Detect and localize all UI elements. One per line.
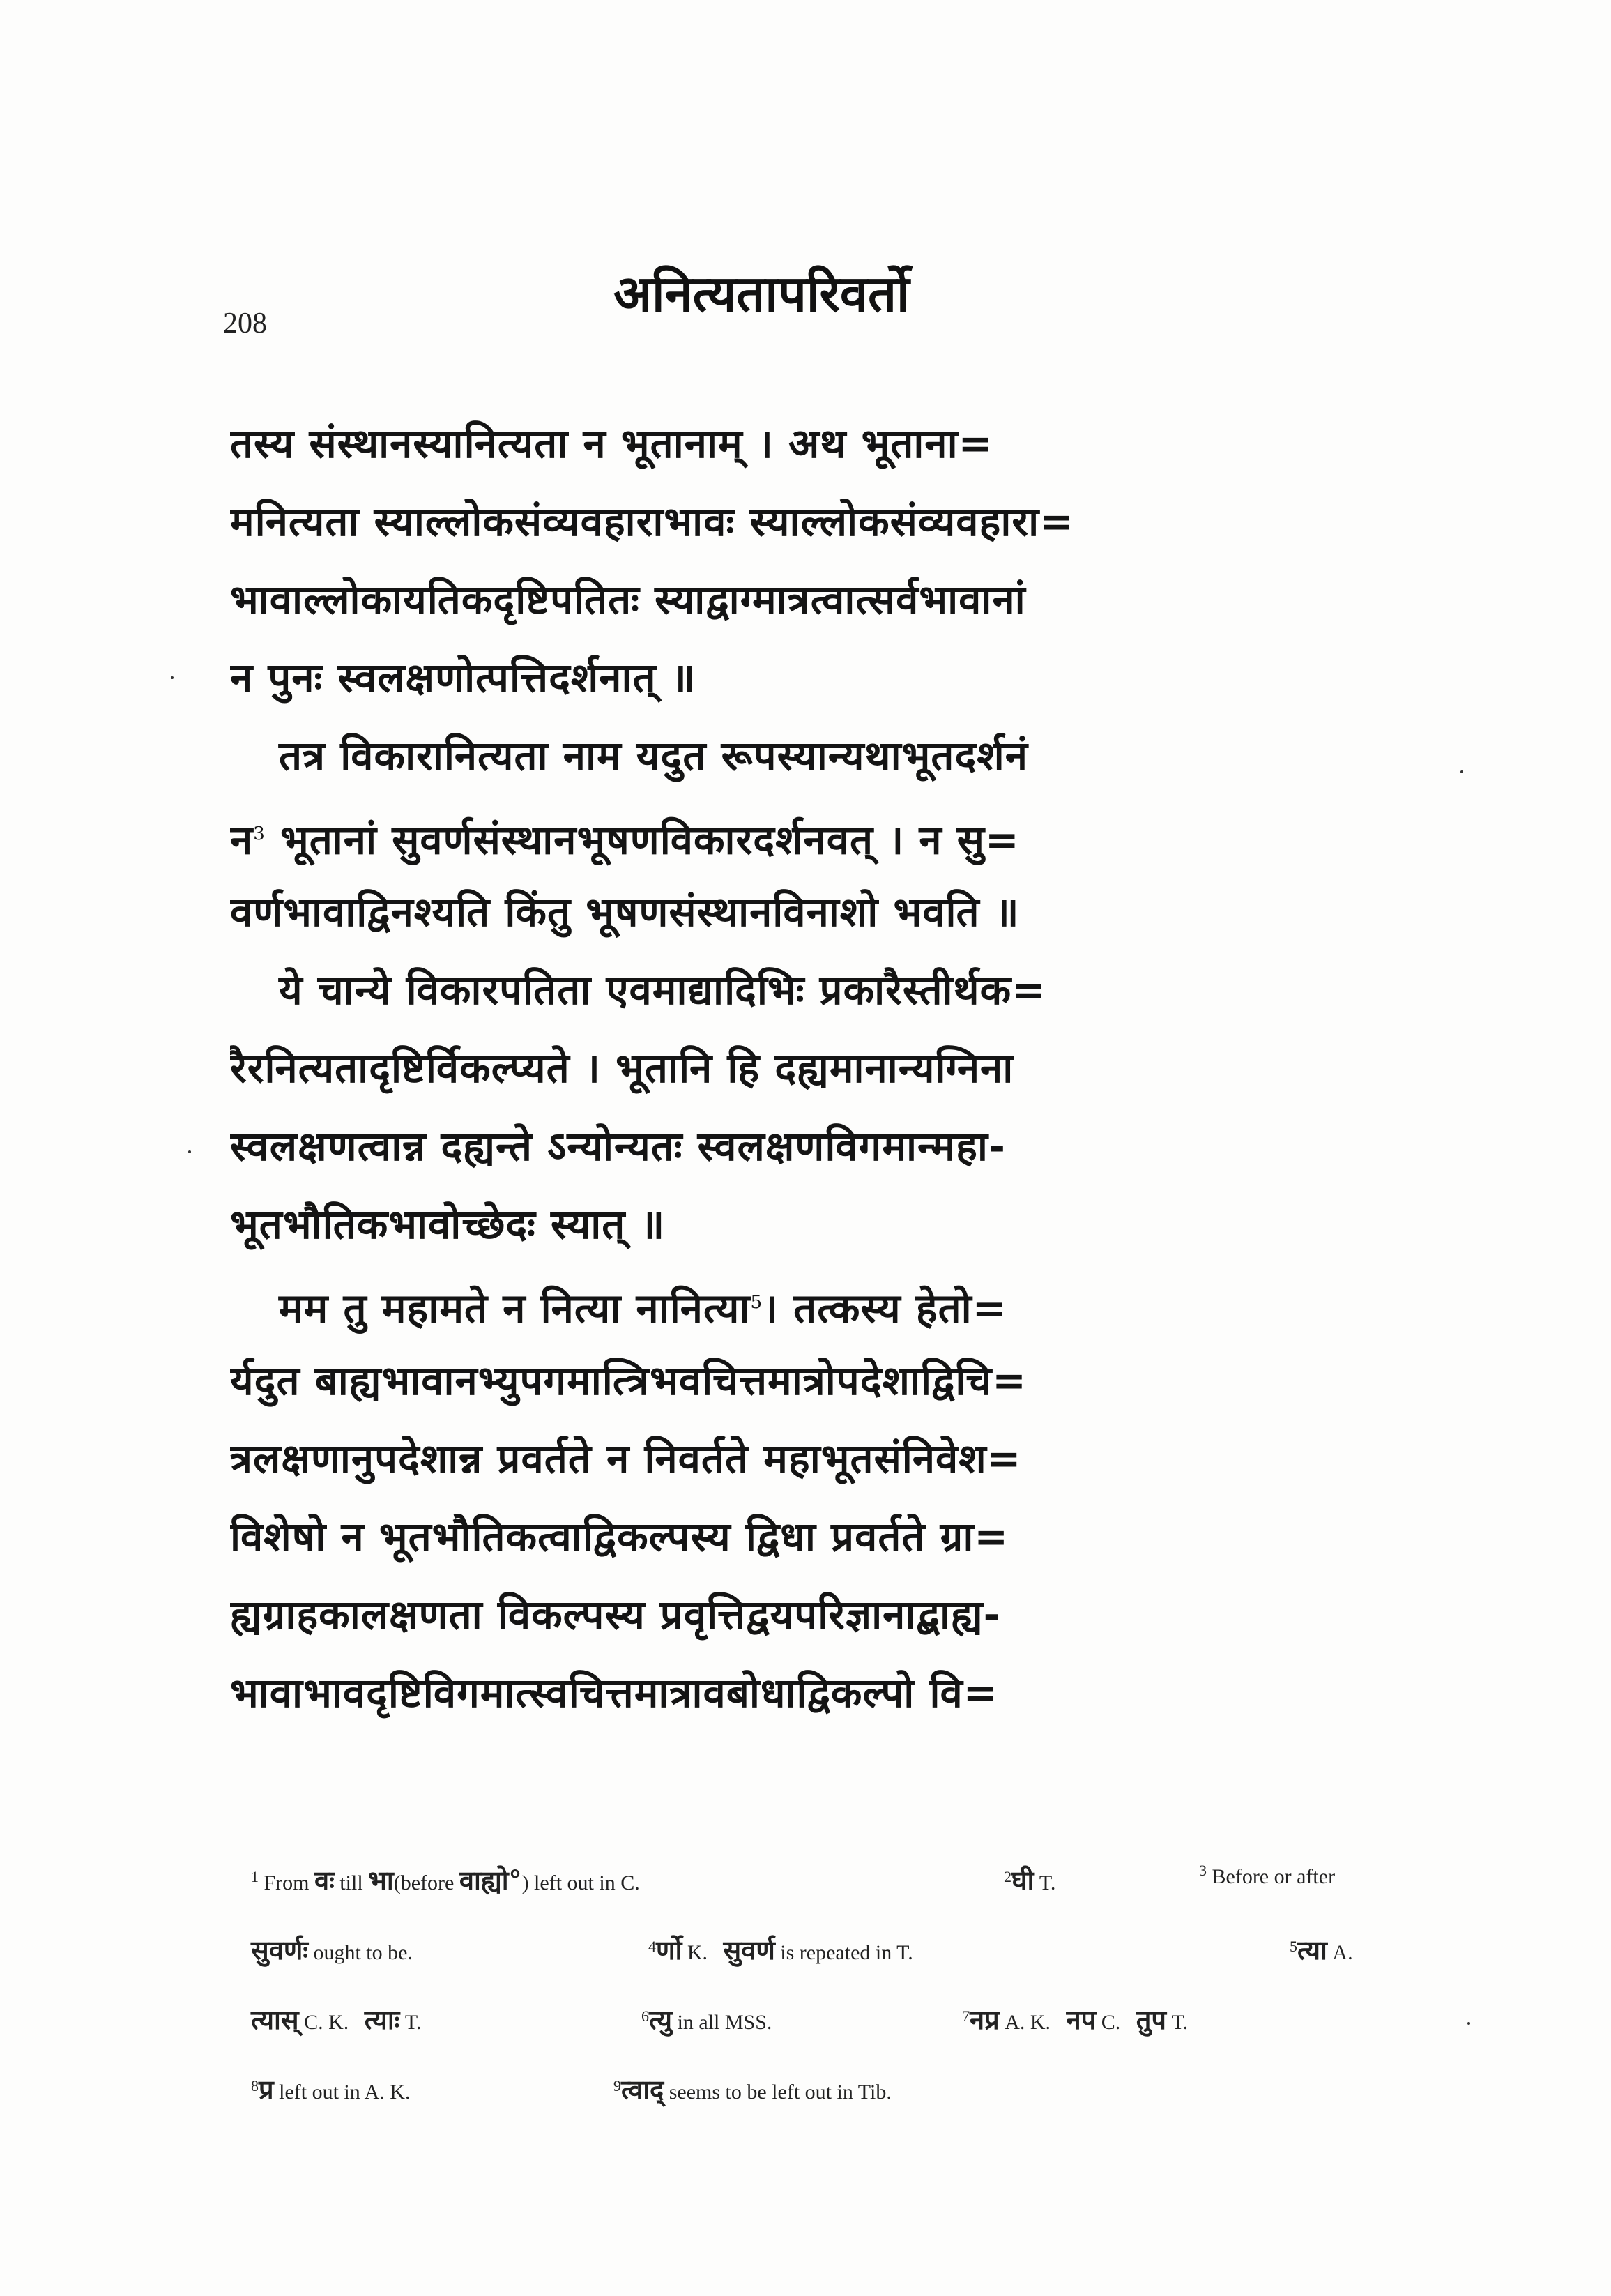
footnote-marker: 3	[253, 823, 266, 844]
footnote-2: $^2$घी T.	[1004, 1865, 1056, 1896]
text-line: विशेषो न भूतभौतिकत्वाद्विकल्पस्य द्विधा प्रवर्तते ग्रा=	[230, 1513, 1009, 1560]
text-line: तस्य संस्थानस्यानित्यता न भूतानाम् । अथ भूताना=	[230, 420, 993, 467]
footnote-row	[251, 1848, 1408, 1917]
text-line: ह्यग्राहकालक्षणता विकल्पस्य प्रवृत्तिद्वयपरिज्ञानाद्बाह्य-	[230, 1591, 1001, 1639]
print-speck	[171, 676, 174, 679]
text-line: भूतभौतिकभावोच्छेदः स्यात् ॥	[230, 1201, 666, 1248]
text-line: स्वलक्षणत्वान्न दह्यन्ते ऽन्योन्यतः स्वलक्षणविगमान्महा-	[230, 1123, 1006, 1170]
body-text	[230, 404, 1415, 1732]
footnote-3: $^3$ Before or after	[1199, 1862, 1336, 1888]
footnote-7: $^7$नप्र A. K. नप C. तुप T.	[962, 2005, 1189, 2035]
footnote-8: $^8$प्र left out in A. K.	[251, 2074, 411, 2105]
text-line: मम तु महामते न नित्या नानित्या$^5$। तत्कस्य हेतो=	[279, 1284, 1007, 1332]
print-speck	[188, 1150, 191, 1153]
footnote-row	[251, 1917, 1408, 1987]
footnote-5-cont: त्यास् C. K. त्याः T.	[251, 2005, 422, 2035]
footnote-4: $^4$र्णो K. सुवर्ण is repeated in T.	[648, 1935, 913, 1966]
footnote-row	[251, 1987, 1408, 2057]
text-line: त्रलक्षणानुपदेशान्न प्रवर्तते न निवर्तते महाभूतसंनिवेश=	[230, 1435, 1022, 1482]
footnote-3-cont: सुवर्णः ought to be.	[251, 1935, 413, 1966]
footnote-row	[251, 2057, 1408, 2127]
footnote-marker: 5	[750, 1292, 763, 1313]
print-speck	[1460, 770, 1463, 773]
footnote-6: $^6$त्यु in all MSS.	[641, 2005, 772, 2035]
footnote-1: $^1$ From वः till भा(before वाह्यो°) left out in C.	[251, 1865, 640, 1896]
page-number: 208	[223, 307, 267, 340]
print-speck	[1467, 2022, 1470, 2025]
text-line: तत्र विकारानित्यता नाम यदुत रूपस्यान्यथाभूतदर्शनं	[279, 732, 1028, 780]
text-line: मनित्यता स्याल्लोकसंव्यवहाराभावः स्याल्लोकसंव्यवहारा=	[230, 498, 1074, 545]
text-line: न पुनः स्वलक्षणोत्पत्तिदर्शनात् ॥	[230, 654, 696, 701]
footnotes	[251, 1848, 1408, 2127]
footnote-5: $^5$त्या A.	[1290, 1935, 1353, 1966]
text-line: ये चान्ये विकारपतिता एवमाद्यादिभिः प्रकारैस्तीर्थक=	[279, 966, 1046, 1014]
footnote-9: $^9$त्वाद् seems to be left out in Tib.	[613, 2074, 892, 2105]
text-line: भावाभावदृष्टिविगमात्स्वचित्तमात्रावबोधाद्विकल्पो वि=	[230, 1669, 998, 1717]
text-line: वर्णभावाद्विनश्यति किंतु भूषणसंस्थानविनाशो भवति ॥	[230, 888, 1020, 936]
page-header	[223, 258, 1422, 342]
running-title: अनित्यतापरिवर्तो	[613, 264, 910, 323]
text-line: रैरनित्यतादृष्टिर्विकल्प्यते । भूतानि हि दह्यमानान्यग्निना	[230, 1044, 1014, 1092]
text-line: र्यदुत बाह्यभावानभ्युपगमात्त्रिभवचित्तमात्रोपदेशाद्विचि=	[230, 1357, 1027, 1404]
text-line: न$^3$ भूतानां सुवर्णसंस्थानभूषणविकारदर्शनवत् । न सु=	[230, 816, 1020, 864]
text-line: भावाल्लोकायतिकदृष्टिपतितः स्याद्वाग्मात्रत्वात्सर्वभावानां	[230, 576, 1026, 623]
